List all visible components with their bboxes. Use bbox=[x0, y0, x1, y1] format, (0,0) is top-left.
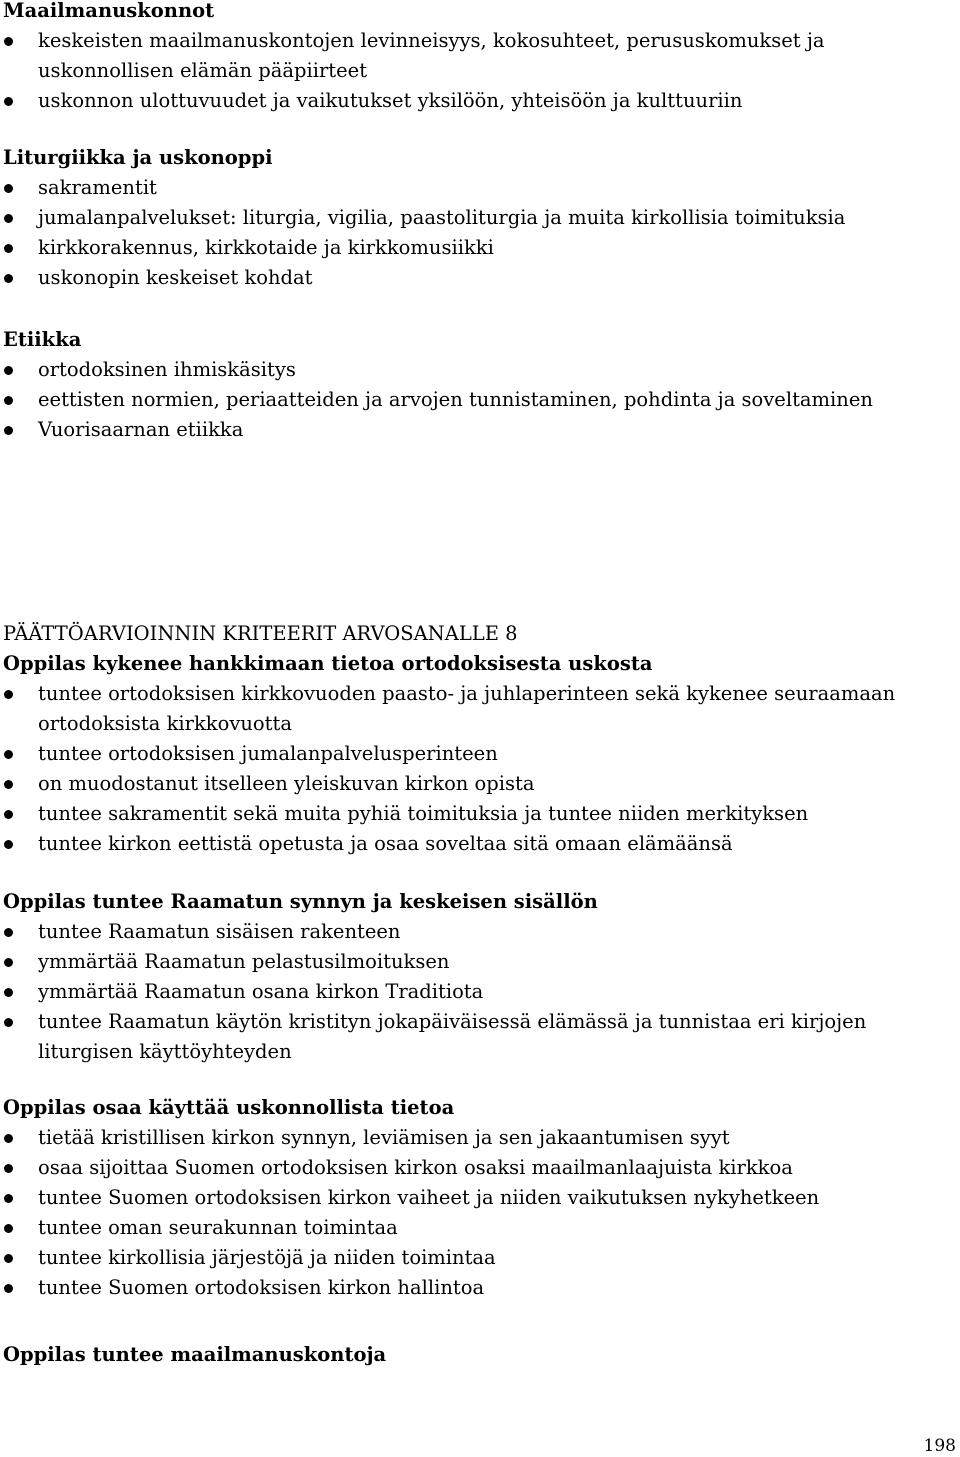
bullet-icon bbox=[4, 750, 13, 759]
bullet-icon bbox=[4, 780, 13, 789]
criteria-block bbox=[3, 619, 955, 859]
list-item: ymmärtää Raamatun osana kirkon Traditiota bbox=[3, 977, 955, 1007]
section-heading: Etiikka bbox=[3, 328, 82, 351]
criteria-group-raamattu bbox=[3, 887, 955, 1067]
list-item: uskonnon ulottuvuudet ja vaikutukset yksilöön, yhteisöön ja kulttuuriin bbox=[3, 86, 955, 116]
list-item: tuntee kirkollisia järjestöjä ja niiden toimintaa bbox=[3, 1243, 955, 1273]
list-item: tuntee Suomen ortodoksisen kirkon hallintoa bbox=[3, 1273, 955, 1303]
bullet-list bbox=[3, 917, 955, 1067]
criteria-group-maailmanuskonnot bbox=[3, 1340, 955, 1370]
list-item: kirkkorakennus, kirkkotaide ja kirkkomusiikki bbox=[3, 233, 955, 263]
group-heading: Oppilas tuntee Raamatun synnyn ja keskeisen sisällön bbox=[3, 890, 598, 913]
bullet-icon bbox=[4, 366, 13, 375]
bullet-list bbox=[3, 355, 955, 445]
bullet-icon bbox=[4, 1134, 13, 1143]
bullet-icon bbox=[4, 274, 13, 283]
list-item: tuntee kirkon eettistä opetusta ja osaa soveltaa sitä omaan elämäänsä bbox=[3, 829, 955, 859]
list-item: tuntee Raamatun sisäisen rakenteen bbox=[3, 917, 955, 947]
bullet-list bbox=[3, 679, 955, 859]
list-item: tuntee Suomen ortodoksisen kirkon vaiheet ja niiden vaikutuksen nykyhetkeen bbox=[3, 1183, 955, 1213]
bullet-icon bbox=[4, 1224, 13, 1233]
bullet-icon bbox=[4, 690, 13, 699]
bullet-icon bbox=[4, 426, 13, 435]
bullet-list bbox=[3, 26, 955, 116]
list-item: eettisten normien, periaatteiden ja arvojen tunnistaminen, pohdinta ja soveltaminen bbox=[3, 385, 955, 415]
group-heading: Oppilas kykenee hankkimaan tietoa ortodoksisesta uskosta bbox=[3, 652, 653, 675]
list-item: uskonopin keskeiset kohdat bbox=[3, 263, 955, 293]
bullet-icon bbox=[4, 928, 13, 937]
bullet-list bbox=[3, 173, 955, 293]
list-item: tuntee oman seurakunnan toimintaa bbox=[3, 1213, 955, 1243]
bullet-icon bbox=[4, 396, 13, 405]
list-item: tuntee ortodoksisen kirkkovuoden paasto- ja juhlaperinteen sekä kykenee seuraamaan ortodoksista kirkkovuotta bbox=[3, 679, 955, 739]
list-item: tuntee ortodoksisen jumalanpalvelusperinteen bbox=[3, 739, 955, 769]
list-item: ortodoksinen ihmiskäsitys bbox=[3, 355, 955, 385]
list-item: Vuorisaarnan etiikka bbox=[3, 415, 955, 445]
list-item: tuntee Raamatun käytön kristityn jokapäiväisessä elämässä ja tunnistaa eri kirjojen liturgisen käyttöyhteyden bbox=[3, 1007, 955, 1067]
bullet-icon bbox=[4, 958, 13, 967]
group-heading: Oppilas osaa käyttää uskonnollista tietoa bbox=[3, 1096, 455, 1119]
bullet-icon bbox=[4, 1164, 13, 1173]
bullet-icon bbox=[4, 214, 13, 223]
section-heading: Maailmanuskonnot bbox=[3, 0, 215, 22]
bullet-icon bbox=[4, 1018, 13, 1027]
section-maailmanuskonnot bbox=[3, 0, 955, 116]
bullet-icon bbox=[4, 1254, 13, 1263]
list-item: tietää kristillisen kirkon synnyn, leviämisen ja sen jakaantumisen syyt bbox=[3, 1123, 955, 1153]
bullet-icon bbox=[4, 1284, 13, 1293]
list-item: osaa sijoittaa Suomen ortodoksisen kirkon osaksi maailmanlaajuista kirkkoa bbox=[3, 1153, 955, 1183]
page-number: 198 bbox=[923, 1436, 956, 1456]
bullet-icon bbox=[4, 1194, 13, 1203]
section-liturgiikka bbox=[3, 143, 955, 293]
group-heading: Oppilas tuntee maailmanuskontoja bbox=[3, 1343, 387, 1366]
list-item: on muodostanut itselleen yleiskuvan kirkon opista bbox=[3, 769, 955, 799]
bullet-list bbox=[3, 1123, 955, 1303]
bullet-icon bbox=[4, 244, 13, 253]
list-item: ymmärtää Raamatun pelastusilmoituksen bbox=[3, 947, 955, 977]
bullet-icon bbox=[4, 988, 13, 997]
bullet-icon bbox=[4, 840, 13, 849]
criteria-title: PÄÄTTÖARVIOINNIN KRITEERIT ARVOSANALLE 8 bbox=[3, 622, 518, 645]
criteria-group-tieto bbox=[3, 1093, 955, 1303]
list-item: keskeisten maailmanuskontojen levinneisyys, kokosuhteet, perususkomukset ja uskonnollisen elämän pääpiirteet bbox=[3, 26, 955, 86]
list-item: sakramentit bbox=[3, 173, 955, 203]
list-item: jumalanpalvelukset: liturgia, vigilia, paastoliturgia ja muita kirkollisia toimituksia bbox=[3, 203, 955, 233]
bullet-icon bbox=[4, 810, 13, 819]
section-etiikka bbox=[3, 325, 955, 445]
bullet-icon bbox=[4, 184, 13, 193]
bullet-icon bbox=[4, 37, 13, 46]
bullet-icon bbox=[4, 97, 13, 106]
section-heading: Liturgiikka ja uskonoppi bbox=[3, 146, 273, 169]
list-item: tuntee sakramentit sekä muita pyhiä toimituksia ja tuntee niiden merkityksen bbox=[3, 799, 955, 829]
